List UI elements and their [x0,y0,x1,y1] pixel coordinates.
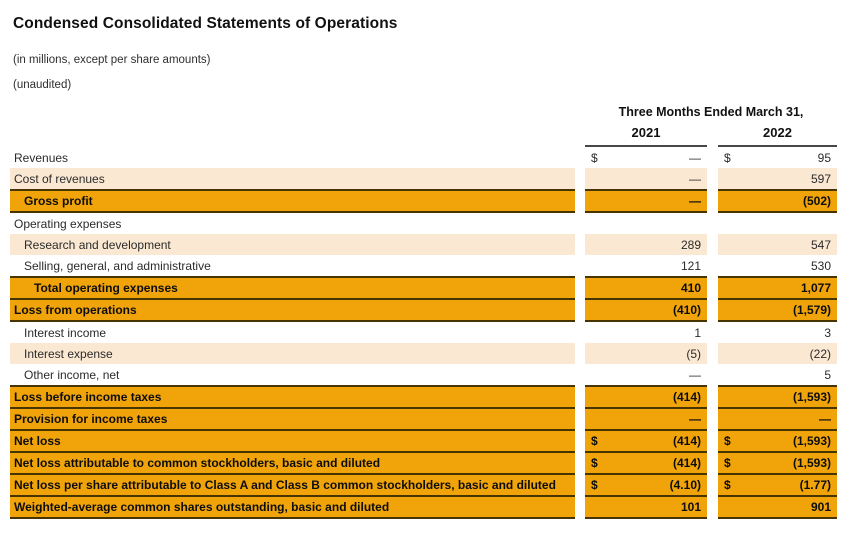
value-text: 410 [680,281,701,295]
value-text: (1,579) [792,303,831,317]
column-gutter [575,124,585,147]
value-text: (414) [672,456,701,470]
row-label [10,300,575,322]
table-row [10,497,837,519]
value-text: (22) [809,346,831,361]
currency-symbol: $ [724,434,731,448]
row-label [10,497,575,519]
row-label-text: Operating expenses [14,216,122,231]
value-text: 3 [824,325,831,340]
row-label-text: Revenues [14,150,69,165]
column-gutter [707,364,718,385]
column-gutter [575,364,585,385]
table-row [10,322,837,343]
table-row [10,234,837,255]
value-text: 530 [810,258,831,273]
row-label [10,234,575,255]
column-gutter [575,213,585,234]
column-gutter [575,147,585,168]
value-cell-col2 [718,255,837,276]
table-row [10,168,837,189]
value-text: — [819,412,831,426]
row-label [10,255,575,276]
column-gutter [575,300,585,322]
column-gutter [575,453,585,475]
column-gutter [707,276,718,300]
currency-symbol: $ [591,150,598,165]
column-gutter [707,255,718,276]
row-label [10,453,575,475]
table-row [10,431,837,453]
value-text: (1,593) [792,434,831,448]
value-text: 1,077 [800,281,831,295]
value-text: (414) [672,434,701,448]
table-row [10,453,837,475]
table-row [10,364,837,385]
value-cell-col2 [718,364,837,385]
value-text: (5) [686,346,701,361]
value-text: — [689,194,701,208]
row-label [10,189,575,213]
row-label [10,147,575,168]
value-cell-col1 [585,213,707,234]
value-cell-col1 [585,364,707,385]
value-text: — [689,171,701,186]
table-row [10,385,837,409]
row-label [10,322,575,343]
column-gutter [575,255,585,276]
subtitle-units: (in millions, except per share amounts) [13,54,211,66]
row-label [10,213,575,234]
column-gutter [707,322,718,343]
table-row [10,300,837,322]
period-header: Three Months Ended March 31, [618,105,804,119]
value-text: 901 [810,500,831,514]
row-label-text: Total operating expenses [34,281,178,295]
column-gutter [575,409,585,431]
column-gutter [707,189,718,213]
value-text: 1 [694,325,701,340]
row-label [10,364,575,385]
value-cell-col1 [585,453,707,475]
table-row [10,343,837,364]
currency-symbol: $ [724,456,731,470]
value-text: (502) [802,194,831,208]
row-label-text: Provision for income taxes [14,412,168,426]
row-label [10,385,575,409]
value-cell-col1 [585,147,707,168]
table-body [10,147,837,519]
column-gutter [707,431,718,453]
row-label-text: Other income, net [24,367,120,382]
row-label-text: Interest income [24,325,107,340]
year-header-spacer [10,124,575,147]
column-gutter [707,343,718,364]
value-cell-col1 [585,343,707,364]
value-cell-col1 [585,322,707,343]
value-cell-col2 [718,431,837,453]
value-text: (1,593) [792,456,831,470]
column-gutter [707,385,718,409]
column-gutter [575,475,585,497]
table-row [10,189,837,213]
value-text: 121 [680,258,701,273]
column-gutter [575,168,585,189]
row-label-text: Net loss attributable to common stockholders, basic and diluted [14,456,381,470]
subtitle-unaudited: (unaudited) [13,79,72,91]
value-cell-col2 [718,409,837,431]
value-cell-col2 [718,300,837,322]
column-gutter [707,124,718,147]
column-gutter [707,234,718,255]
value-cell-col1 [585,234,707,255]
currency-symbol: $ [724,478,731,492]
column-gutter [575,105,585,121]
value-cell-col1 [585,475,707,497]
row-label-text: Net loss [14,434,61,448]
column-gutter [707,300,718,322]
table-row [10,276,837,300]
row-label [10,276,575,300]
column-header-2022: 2022 [718,124,837,147]
statements-table [10,105,837,519]
period-header-row [10,105,837,121]
value-text: — [689,367,701,382]
value-text: (1,593) [792,390,831,404]
column-gutter [707,147,718,168]
currency-symbol: $ [591,456,598,470]
row-label-text: Research and development [24,237,171,252]
row-label [10,168,575,189]
value-text: 5 [824,367,831,382]
value-text: 101 [680,500,701,514]
column-gutter [575,343,585,364]
value-cell-col2 [718,385,837,409]
value-cell-col1 [585,385,707,409]
value-cell-col1 [585,431,707,453]
column-gutter [575,497,585,519]
row-label [10,475,575,497]
currency-symbol: $ [591,478,598,492]
currency-symbol: $ [724,150,731,165]
value-text: (414) [672,390,701,404]
column-gutter [707,409,718,431]
column-header-2021: 2021 [585,124,707,147]
row-label-text: Loss before income taxes [14,390,162,404]
value-cell-col1 [585,189,707,213]
value-cell-col2 [718,189,837,213]
value-cell-col1 [585,409,707,431]
period-header-spacer [10,105,575,121]
column-gutter [707,213,718,234]
row-label [10,431,575,453]
value-cell-col1 [585,276,707,300]
value-cell-col2 [718,475,837,497]
table-row [10,255,837,276]
row-label-text: Selling, general, and administrative [24,258,211,273]
year-header-row [10,124,837,147]
value-cell-col1 [585,300,707,322]
value-text: (410) [672,303,701,317]
row-label [10,409,575,431]
row-label-text: Weighted-average common shares outstanding, basic and diluted [14,500,390,514]
row-label-text: Interest expense [24,346,113,361]
value-text: 547 [810,237,831,252]
table-row [10,409,837,431]
value-text: (1.77) [799,478,831,492]
column-gutter [575,234,585,255]
value-cell-col2 [718,234,837,255]
value-cell-col2 [718,497,837,519]
table-row [10,147,837,168]
row-label-text: Loss from operations [14,303,137,317]
value-cell-col2 [718,168,837,189]
column-gutter [707,475,718,497]
column-gutter [707,453,718,475]
value-text: — [689,412,701,426]
value-cell-col2 [718,343,837,364]
value-cell-col2 [718,276,837,300]
value-cell-col2 [718,322,837,343]
value-cell-col1 [585,168,707,189]
column-gutter [575,189,585,213]
value-text: (4.10) [669,478,701,492]
table-row [10,475,837,497]
value-text: 95 [817,150,831,165]
value-text: 597 [810,171,831,186]
table-row [10,213,837,234]
column-gutter [707,497,718,519]
value-cell-col2 [718,147,837,168]
row-label-text: Cost of revenues [14,171,105,186]
column-gutter [575,385,585,409]
row-label [10,343,575,364]
row-label-text: Gross profit [24,194,93,208]
column-gutter [575,431,585,453]
value-cell-col1 [585,255,707,276]
value-text: 289 [680,237,701,252]
column-gutter [575,322,585,343]
value-cell-col1 [585,497,707,519]
column-gutter [575,276,585,300]
page-title: Condensed Consolidated Statements of Operations [13,15,398,32]
row-label-text: Net loss per share attributable to Class A and Class B common stockholders, basic and diluted [14,478,556,492]
value-cell-col2 [718,453,837,475]
value-text: — [689,150,701,165]
currency-symbol: $ [591,434,598,448]
value-cell-col2 [718,213,837,234]
column-gutter [707,168,718,189]
